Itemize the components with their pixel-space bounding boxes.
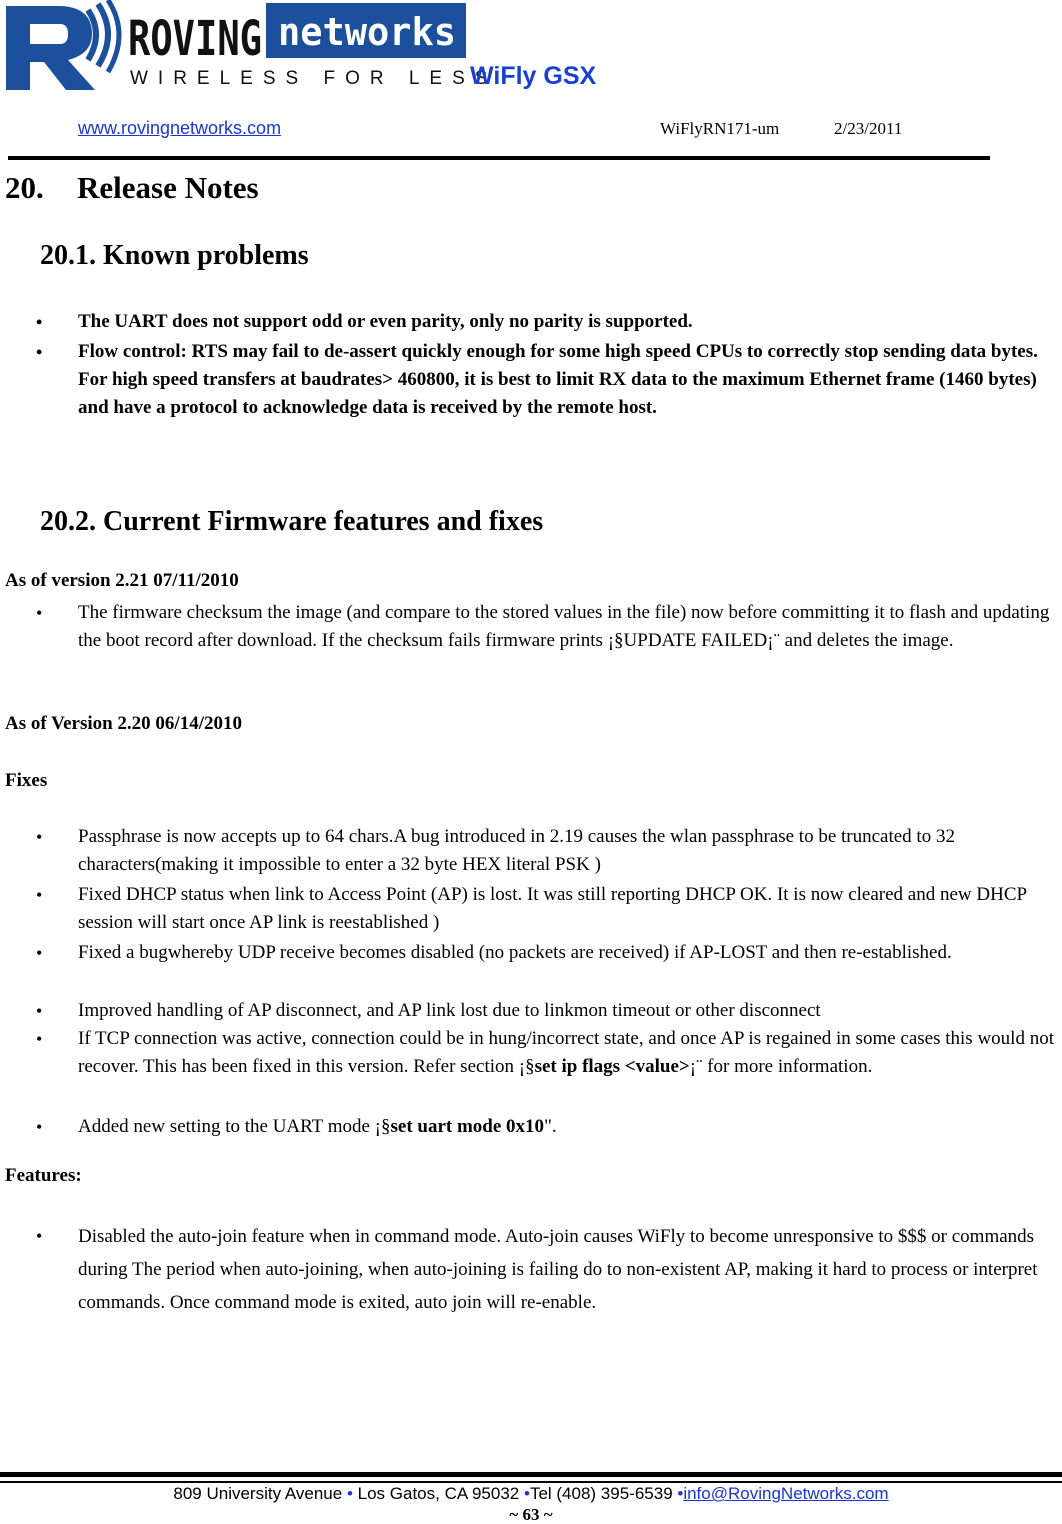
- command-text: set ip flags <value>: [534, 1056, 690, 1077]
- fixes-label: Fixes: [5, 770, 48, 791]
- list-item: • Fixed a bugwhereby UDP receive becomes disabled (no packets are received) if AP-LOST and then re-established.: [78, 939, 1058, 967]
- brand-tagline: WIRELESS FOR LESS: [130, 68, 498, 89]
- section-title-text: Release Notes: [77, 170, 259, 205]
- document-date: 2/23/2011: [834, 119, 903, 138]
- version-221-label: As of version 2.21 07/11/2010: [5, 570, 239, 591]
- known-problems-heading: 20.1. Known problems: [40, 240, 309, 271]
- firmware-heading: 20.2. Current Firmware features and fixes: [40, 506, 544, 537]
- footer-email-link[interactable]: info@RovingNetworks.com: [683, 1484, 889, 1503]
- document-id: WiFlyRN171-um: [660, 119, 780, 138]
- page-number: ~ 63 ~: [509, 1505, 553, 1524]
- features-label: Features:: [5, 1165, 82, 1186]
- list-item: • Flow control: RTS may fail to de-assert quickly enough for some high speed CPUs to correctly stop sending data bytes. For high speed transfers at baudrates> 460800, it is best to limit RX data to the maximum Ethernet frame (1460 bytes) and have a protocol to acknowledge data is received by the remote host.: [78, 338, 1058, 422]
- footer-phone: Tel (408) 395-6539: [529, 1484, 678, 1503]
- list-item: [78, 1025, 1062, 1081]
- list-item: • The UART does not support odd or even parity, only no parity is supported.: [78, 308, 1058, 336]
- fix-text: If TCP connection was active, connection could be in hung/incorrect state, and once AP is regained in some cases this would not recover. This has been fixed in this version. Refer section ¡§: [78, 1028, 1054, 1077]
- fix-text: Added new setting to the UART mode ¡§: [78, 1116, 391, 1137]
- list-item: [78, 1113, 1058, 1141]
- footer-address: 809 University Avenue: [173, 1484, 343, 1503]
- section-number: 20.: [5, 170, 44, 205]
- bullet-icon: •: [523, 1484, 530, 1503]
- svg-text:networks: networks: [278, 10, 456, 54]
- brand-wordmark-networks: [266, 3, 466, 58]
- section-title: [5, 170, 259, 206]
- bullet-icon: •: [677, 1484, 684, 1503]
- list-item: • The firmware checksum the image (and compare to the stored values in the file) now before committing it to flash and updating the boot record after download. If the checksum fails firmware prints ¡§UPDATE FAILED¡¨ and deletes the image.: [78, 599, 1058, 655]
- fix-text: ".: [544, 1116, 557, 1137]
- footer-divider: [0, 1472, 1062, 1477]
- svg-text:ROVING: ROVING: [128, 11, 262, 67]
- list-item: • Fixed DHCP status when link to Access Point (AP) is lost. It was still reporting DHCP OK. It is now cleared and new DHCP session will start once AP link is reestablished ): [78, 881, 1058, 937]
- version-220-label: As of Version 2.20 06/14/2010: [5, 713, 242, 734]
- list-item: • Disabled the auto-join feature when in command mode. Auto-join causes WiFly to become unresponsive to $$$ or commands during The period when auto-joining, when auto-joining is failing do to non-existent AP, making it hard to process or interpret commands. Once command mode is exited, auto join will re-enable.: [78, 1220, 1062, 1319]
- header-divider: [8, 156, 990, 160]
- fix-text: ¡¨ for more information.: [689, 1056, 873, 1077]
- command-text: set uart mode 0x10: [390, 1116, 545, 1137]
- list-item: • Passphrase is now accepts up to 64 chars.A bug introduced in 2.19 causes the wlan passphrase to be truncated to 32 characters(making it impossible to enter a 32 byte HEX literal PSK ): [78, 823, 1058, 879]
- footer-divider: [0, 1481, 1062, 1483]
- footer-city: Los Gatos, CA 95032: [352, 1484, 524, 1503]
- product-name: WiFly GSX: [470, 62, 597, 90]
- bullet-icon: •: [346, 1484, 353, 1503]
- website-link[interactable]: www.rovingnetworks.com: [78, 118, 282, 138]
- roving-logo-icon: [0, 0, 125, 95]
- list-item: • Improved handling of AP disconnect, and AP link lost due to linkmon timeout or other disconnect: [78, 997, 1058, 1025]
- brand-wordmark-roving: [126, 3, 266, 67]
